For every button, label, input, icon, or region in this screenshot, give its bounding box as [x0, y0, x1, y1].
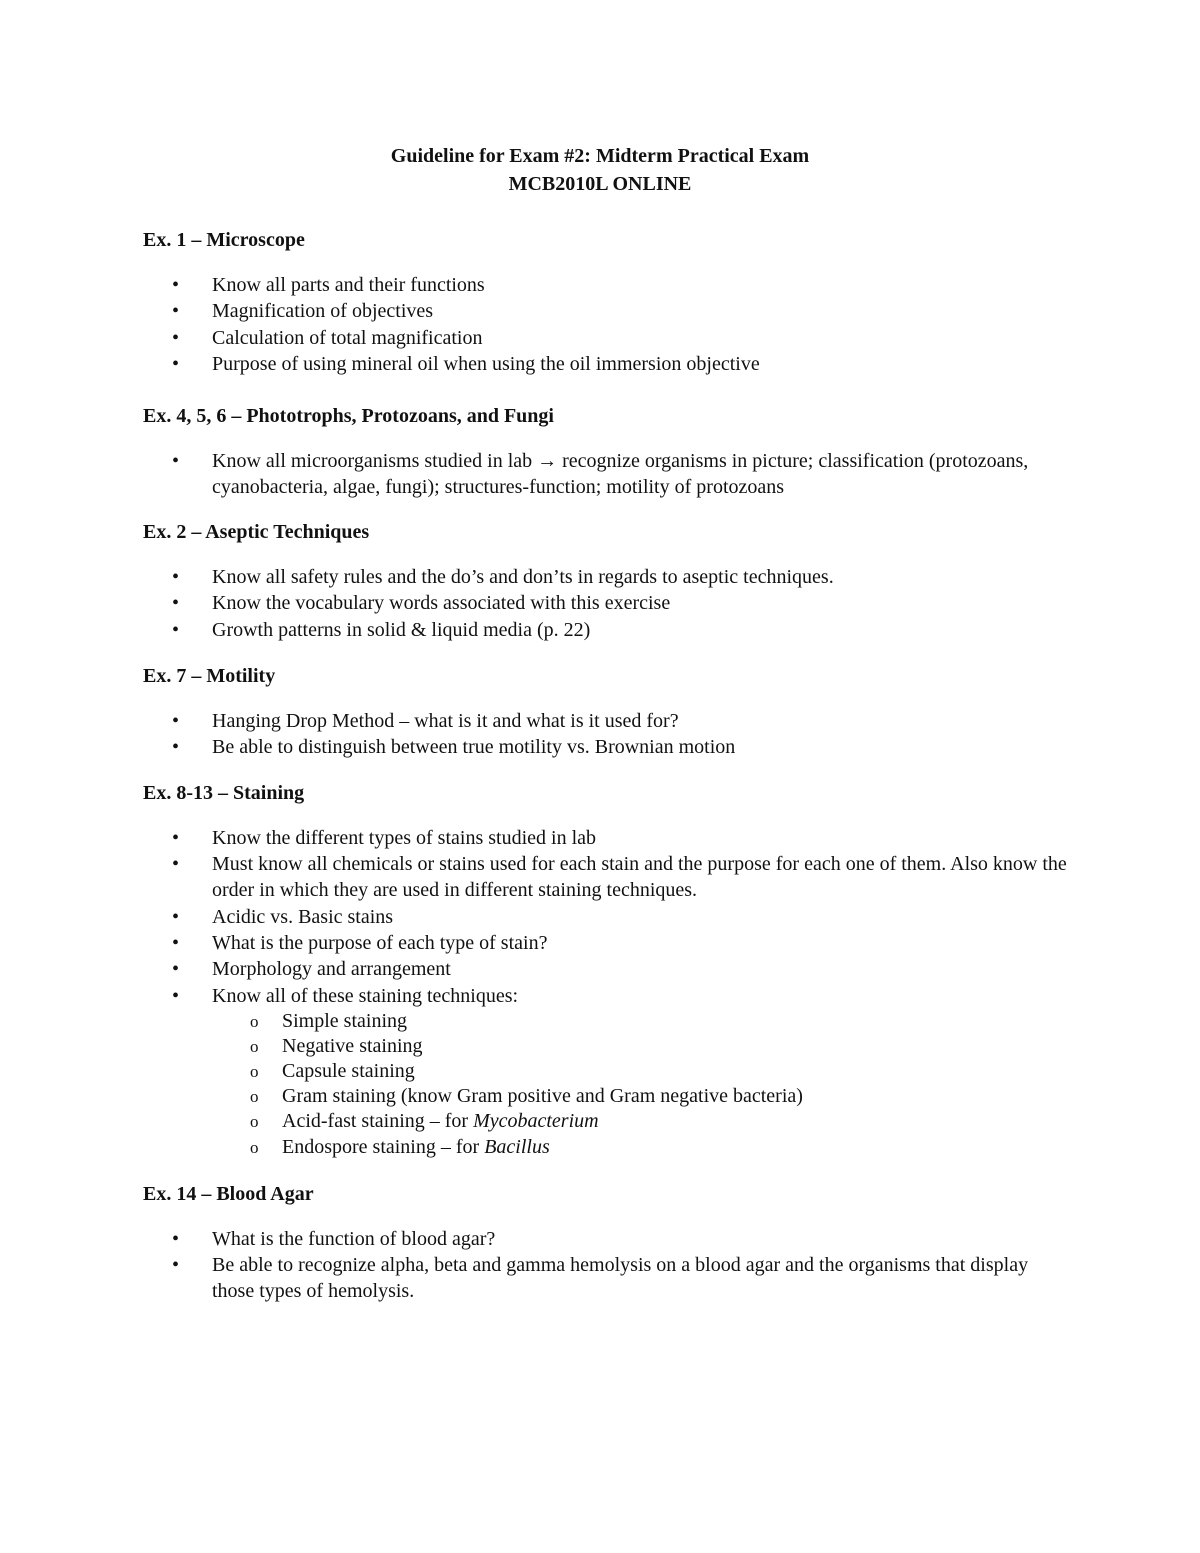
sub-list-item: o Gram staining (know Gram positive and Gram negative bacteria) [282, 1084, 1042, 1109]
list-item: • Know all parts and their functions [212, 272, 1072, 298]
list-item: • Calculation of total magnification [212, 325, 1072, 351]
genus-name: Bacillus [484, 1136, 550, 1158]
list-item: • Know all safety rules and the do’s and don’ts in regards to aseptic techniques. [212, 564, 1072, 590]
list-item: • Purpose of using mineral oil when using the oil immersion objective [212, 351, 1072, 377]
list-item: • Magnification of objectives [212, 298, 1072, 324]
section-heading-microscope: Ex. 1 – Microscope [143, 229, 305, 251]
list-item: • Morphology and arrangement [212, 956, 1072, 982]
list-item: • Hanging Drop Method – what is it and what is it used for? [212, 708, 1072, 734]
sub-list-item: o Endospore staining – for Bacillus [282, 1135, 1042, 1160]
list-item: • Know the different types of stains studied in lab [212, 825, 1072, 851]
list-item: • Must know all chemicals or stains used for each stain and the purpose for each one of them. Also know the order in which they are used in different staining techniques. [212, 851, 1072, 903]
list-item: • Know all of these staining techniques: [212, 983, 1072, 1009]
section-heading-phototrophs: Ex. 4, 5, 6 – Phototrophs, Protozoans, and Fungi [143, 405, 554, 427]
section-heading-staining: Ex. 8-13 – Staining [143, 782, 305, 804]
sub-list-item: o Capsule staining [282, 1059, 1042, 1084]
sub-list-item: o Negative staining [282, 1034, 1042, 1059]
course-code: MCB2010L ONLINE [508, 173, 692, 195]
list-item: • Acidic vs. Basic stains [212, 904, 1072, 930]
list-item: • Growth patterns in solid & liquid media (p. 22) [212, 617, 1072, 643]
list-item: • Know all microorganisms studied in lab → recognize organisms in picture; classification (protozoans, cyanobacteria, algae, fungi); structures-function; motility of protozoans [212, 448, 1072, 500]
sub-list-item: o Acid-fast staining – for Mycobacterium [282, 1109, 1042, 1134]
section-heading-blood-agar: Ex. 14 – Blood Agar [143, 1183, 314, 1205]
section-heading-motility: Ex. 7 – Motility [143, 665, 276, 687]
list-item: • What is the function of blood agar? [212, 1226, 1072, 1252]
list-item: • Know the vocabulary words associated with this exercise [212, 590, 1072, 616]
list-item: • What is the purpose of each type of stain? [212, 930, 1072, 956]
section-heading-aseptic: Ex. 2 – Aseptic Techniques [143, 521, 370, 543]
list-item: • Be able to distinguish between true motility vs. Brownian motion [212, 734, 1072, 760]
sub-list-item: o Simple staining [282, 1009, 1042, 1034]
list-item: • Be able to recognize alpha, beta and gamma hemolysis on a blood agar and the organisms that display those types of hemolysis. [212, 1252, 1072, 1304]
document-title: Guideline for Exam #2: Midterm Practical Exam [390, 145, 810, 167]
genus-name: Mycobacterium [473, 1110, 599, 1132]
